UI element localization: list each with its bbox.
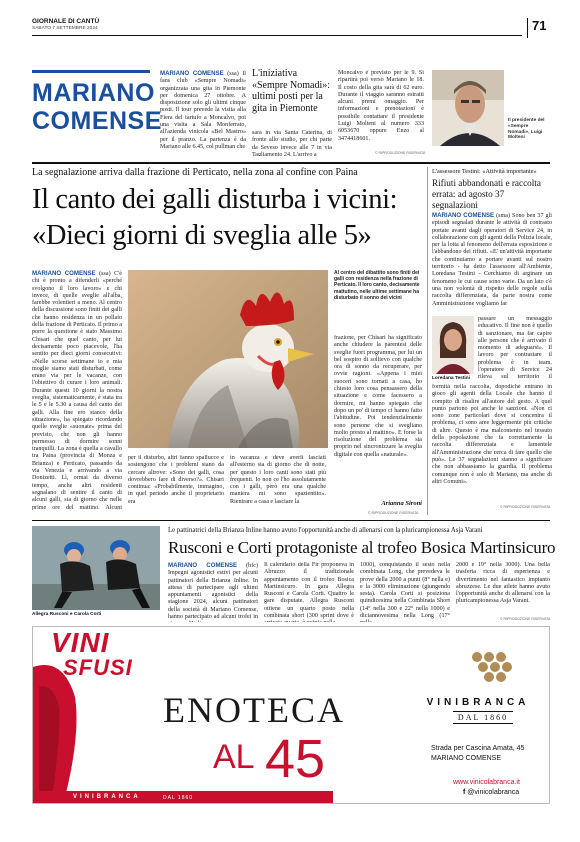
top-story-col1: MARIANO COMENSE (ssa) Il fans club «Sempre Nomadi» organizzata una gita in Piemonte per domenica 27 ottobre. A disposizione solo gli ultimi cinque posti. Il tour prevede la visita alla Fiera del tartufo a Moncalvo, poi una visita a Sala Monferrato, all'azienda vinicola «Bel Mastro» per il pranzo. La partenza è da Mariano alle 6.45, col pullman che (160, 70, 246, 150)
side-headline: Rifiuti abbandonati e raccolta errata: ad agosto 37 segnalazioni (432, 178, 541, 210)
sport-copyright: © RIPRODUZIONE RISERVATA (500, 617, 551, 621)
sport-headline: Rusconi e Corti protagoniste al trofeo Bosica Martinsicuro (168, 538, 556, 557)
ad-address2: MARIANO COMENSE (431, 755, 502, 762)
ad-number: 45 (265, 729, 326, 789)
side-copyright: © RIPRODUZIONE RISERVATA (500, 505, 551, 509)
paper-name: GIORNALE DI CANTÙ (32, 18, 100, 25)
main-col4: frazione, per Chisari ha significato anche chiudere la parentesi delle sveglie fuori programma, per lui un bel sospiro di sollievo con qualche ora di sonno da recuperare, per ovvie ragioni. «Appena i miei suoceri sono tornati a casa, ho chiesto loro cosa pensassero della situazione e come facessero a dormire, mi hanno spiegato che dopo un po' di tempo ci hanno fatto l'abitudine. Poi tendenzialmente sono persone che si svegliano molto presto al mattino». E forse la risoluzione del problema sta proprio nel sincronizzare la sveglia digitale con quella «naturale». (334, 335, 422, 458)
portrait-man-image (432, 70, 504, 146)
sport-col1: MARIANO COMENSE (bfc) Impegni agonistici estivi per alcuni pattinatori della Brianza Inline. In attesa di partecipare agli ultimi appuntamenti agonistici della stagione 2024, alcuni pattinatori della società di Mariano Comense, hanno partecipato ad alcuni trofei in (168, 562, 258, 621)
enoteca-ad[interactable] (32, 626, 550, 804)
side-body2: passare un messaggio educativo. Il fine non è quello di sanzionare, ma far capire alle persone che è arrivato il momento di adeguarsi». Il lavoro per contrastare il problema è in team. l'operatore di Service 24 rileva sul territorio il (478, 316, 552, 381)
testini-photo (432, 316, 474, 374)
top-story-copyright: © RIPRODUZIONE RISERVATA (375, 151, 426, 155)
side-kicker: L'assessore Testini: «Attività importante» (432, 168, 537, 175)
issue-date: SABATO 7 SETTEMBRE 2024 (32, 26, 98, 31)
page-number-box (527, 18, 549, 38)
ad-website[interactable]: www.vinicolabranca.it (453, 779, 520, 786)
side-body3: formità nella raccolta, dopodiché entrano in gioco gli agenti della Locale che hanno il compito di risalire all'autore del gesto. A quel punto partono poi anche le sanzioni. «Non ci sono zone particolari dove si concentra il problema, ci sono aree leggermente più critiche di altre. Questo è ma malcontento nel tessuto della popolazione che fa correttamente la raccolta differenziata e lamentele all'Amministrazione che cerca di fare quello che può». Le 37 segnalazioni stanno a significare che non abbassiamo la guardia. Il problema comunque non è solo di Mariano, ma anche di altri Comuni». (432, 384, 552, 485)
ad-bottom-bar (33, 791, 333, 804)
rooster-image (128, 270, 328, 448)
testini-caption: Loredana Testini (432, 376, 471, 381)
ad-bottom-since: DAL 1860 (163, 795, 194, 801)
main-headline-line2: «Dieci giorni di sveglia alle 5» (32, 220, 372, 251)
enoteca-title: ENOTECA (163, 690, 345, 730)
grape-logo-icon (463, 647, 523, 689)
sport-photo-caption: Allegra Rusconi e Carola Corti (32, 612, 102, 617)
ad-since: DAL 1860 (453, 711, 513, 724)
ad-address1: Strada per Cascina Amata, 45 (431, 745, 525, 752)
president-caption: Il presidente del «Sempre Nomadi», Luigi Molteni (508, 118, 545, 141)
main-copyright: © RIPRODUZIONE RISERVATA (368, 511, 419, 515)
ad-bottom-brand: VINIBRANCA (73, 794, 141, 800)
page-number: 71 (532, 18, 547, 33)
ad-social[interactable]: f @vinicolabranca (463, 789, 520, 796)
top-story-headline: L'iniziativa «Sempre Nomadi»: ultimi posti per la gita in Piemonte (252, 68, 331, 114)
main-col1: MARIANO COMENSE (ssa) C'è chi è pronto a difenderli «perché svolgono il loro lavoro» e chi invece, di quelle sveglie all'alba, farebbe volentieri a meno. Al centro della discussione sono finiti dei galli che hanno residenza in un pollaio della frazione di Perticato. Il primo a porre la questione è stato Massimo Chisari che quel canto, per lui decisamente poco piacevole, l'ha sentito per dieci giorni consecutivi: «Nelle scorse settimane io e mia moglie siamo stati disturbati, come erano via per le vacanze, con l'obiettivo di curare i loro animali. Durante questi 10 giorni la nostra sveglia, sistematicamente, è stata tra le 5 e le 5.30 a causa del canto dei galli. Alla fine ero stanco della situazione», ha spiegato ricordando quelle sveglie «suonate» prima del previsto, che non gli hanno permesso di dormire sonni tranquilli. La zona è quella a cavallo tra Paina (provincia di Monza e Brianza) e Perticato, passando da via Venezia e arrivando a via Donizetti. Lì, ormai da diverso tempo, anche altri residenti segnalano di sentire il canto di alcuni galli, sia di giorno che nelle prime ore del mattino. Alcuni (32, 270, 122, 510)
vini-line1: VINI (51, 627, 110, 658)
main-col2: per il disturbo, altri fanno spallucce e sostengono che i problemi siano da cercare altrove: «Sono dei galli, cosa dovrebbero fare di diverso?». Chisari continua: «Probabilmente, immagino, in quel periodo anche il proprietario era (128, 455, 224, 505)
ad-al: AL (213, 738, 255, 776)
rooster-photo (128, 270, 328, 448)
sport-col2: Il calendario della Fir proponeva in Abruzzo il tradizionale appuntamento con il trofeo Bosica Martinsicuro. In gara Allegra Rusconi e Carola Corti. Quattro le gare disputate. Allegra Rusconi ottiene un quarto posto nella combinata short (300 sprint dove è (264, 562, 354, 620)
main-photo-caption: Al centro del dibattito sono finiti dei galli con residenza nella frazione di Perticato. Il loro canto, decisamente mattutino, nelle ultime settimane ha disturbato il sonno dei vicini (334, 270, 420, 301)
sport-col3: 1000), conquistando il sesto nella combinata Long, che prevedeva le prove della 2000 a punti (8° nella e) e la 3000 eliminazione (giungendo sesta). Carola Corti si posiziona quindicesima nella Combinata Short (14° nella 300 e 22° nella 1000) e diciannovesima nella Long (17° (360, 562, 450, 620)
main-col3: in vacanza e deve averli lasciati all'esterno sia di giorno che di notte, per questo i loro canti sono stati più frequenti. Io non ce l'ho assolutamente con i galli, però era una qualche maniera mi sono spazientito». Rientrare a casa e lasciare la (230, 455, 326, 505)
sport-col4: 2000 e 19° nella 3000). Una bella trasferta ricca di esperienza e divertimento nel fantastico impianto abruzzese. Le due atlete hanno avuto l'opportunità anche di allenarsi con la pluricampionessa Asja Varani. (456, 562, 550, 605)
portrait-woman-image (432, 316, 474, 374)
vini-line2: SFUSI (63, 655, 133, 680)
side-body1: MARIANO COMENSE (sma) Sono ben 37 gli episodi segnalati durante le attività di contrasto portate avanti dagli operatori di Service 24, in collaborazione con gli agenti della Polizia locale, per la lotta al fenomeno dell'errata esposizione e l'abbandono dei rifiuti. «E' un'attività importante che continuiamo a portare avanti sul nostro territorio - ha detto l'assessore all'Ambiente, Loredana Testini - Cerchiamo di arginare un fenomeno le cui cause sono varie. Da un lato c'è una non volontà di rispetto delle regole sulla raccolta differenziata, da parte nostra come Amministrazione vogliamo far (432, 212, 552, 307)
president-photo (432, 70, 504, 146)
section-label (32, 70, 162, 135)
ad-brand: VINIBRANCA (426, 697, 530, 708)
top-story-col2: sarà in via Santa Caterina, di fronte allo studio, per chi parte da Seveso invece alle 7 in via Tagliamento 24. L'arrivo a (252, 130, 332, 156)
section-line1: MARIANO (32, 79, 155, 107)
sport-kicker: Le pattinatrici della Brianza Inline hanno avuto l'opportunità anche di allenarsi con la pluricampionessa Asja Varani (168, 527, 483, 534)
sport-photo (32, 526, 160, 610)
facebook-icon: f (463, 789, 466, 796)
main-headline-line1: Il canto dei galli disturba i vicini: (32, 184, 398, 215)
top-story-col3: Moncalvo è previsto per le 9. Si ripartirà poi verso Mariano le 18. Il costo della gita sarà di 62 euro. Durante il viaggio saranno estratti alcuni premi omaggio. Per informazioni e prenotazioni è possibile contattare il presidente Luigi Molteni al numero 333 6053670 oppure Enzo al 3474418601. (338, 70, 424, 142)
section-line2: COMENSE (32, 107, 162, 135)
skaters-image (32, 526, 160, 610)
main-kicker: La segnalazione arriva dalla frazione di Perticato, nella zona al confine con Paina (32, 167, 358, 178)
main-author: Arianna Sironi (381, 500, 422, 507)
